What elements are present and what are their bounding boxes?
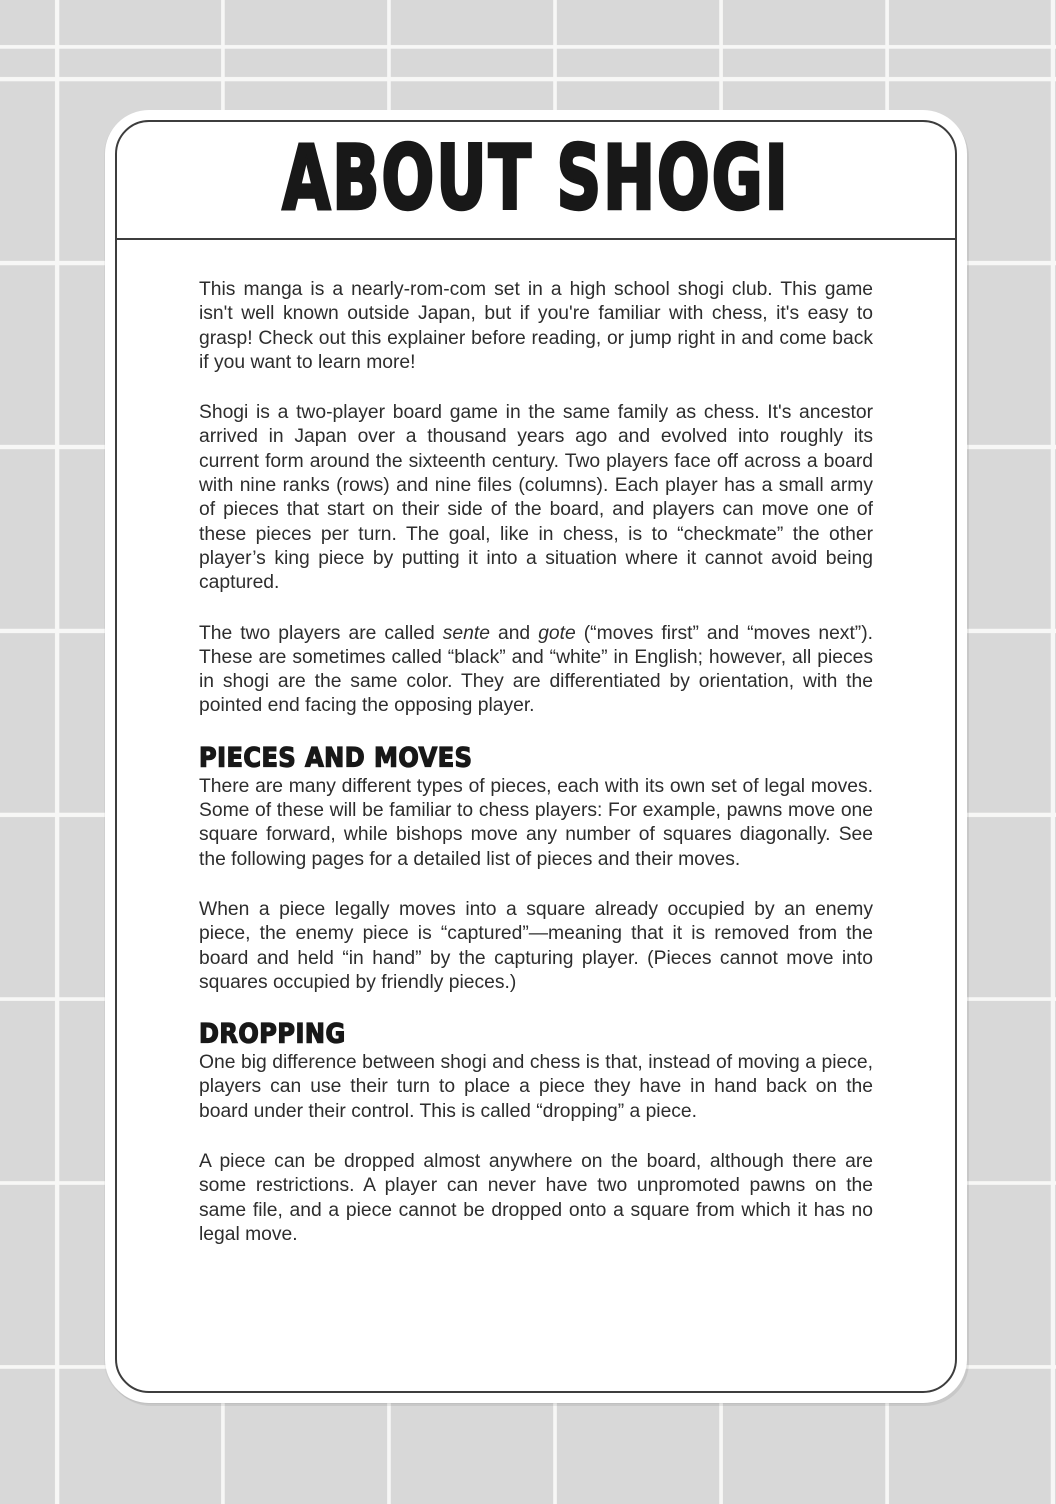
paragraph xyxy=(199,1150,873,1247)
paragraph xyxy=(199,1051,873,1124)
paragraph xyxy=(199,278,873,375)
paragraph xyxy=(199,898,873,995)
paragraph xyxy=(199,401,873,595)
title-bar xyxy=(117,122,955,238)
paragraph xyxy=(199,622,873,719)
text-run: (“moves first” and “moves next”). These are sometimes called “black” and “white” in English; however, all pieces in shogi are the same color. They are differentiated by orientation, with the pointed end facing the opposing player. xyxy=(199,622,873,717)
card-inner-border xyxy=(115,120,957,1393)
text-run: This manga is a nearly-rom-com set in a high school shogi club. This game isn't well known outside Japan, but if you're familiar with chess, it's easy to grasp! Check out this explainer before reading, or jump right in and come back if you want to learn more! xyxy=(199,279,873,373)
section-heading: PIECES AND MOVES xyxy=(199,741,473,773)
text-run: One big difference between shogi and chess is that, instead of moving a piece, players can use their turn to place a piece they have in hand back on the board under their control. This is called “dropping” a piece. xyxy=(199,1052,873,1122)
italic-term: gote xyxy=(538,622,576,644)
text-run: The two players are called xyxy=(199,622,443,644)
italic-term: sente xyxy=(442,622,490,644)
text-run: and xyxy=(489,622,539,644)
content-area xyxy=(117,240,955,1391)
text-run: There are many different types of pieces, each with its own set of legal moves. Some of these will be familiar to chess players: For example, pawns move one square forward, while bishops move any number of squares diagonally. See the following pages for a detailed list of pieces and their moves. xyxy=(199,775,873,870)
card xyxy=(105,110,967,1403)
paragraph xyxy=(199,775,873,872)
text-run: A piece can be dropped almost anywhere on the board, although there are some restrictions. A player can never have two unpromoted pawns on the same file, and a piece cannot be dropped onto a square from which it has no legal move. xyxy=(199,1151,873,1245)
section-heading: DROPPING xyxy=(199,1018,346,1050)
text-run: When a piece legally moves into a square already occupied by an enemy piece, the enemy piece is “captured”—meaning that it is removed from the board and held “in hand” by the capturing player. (Pieces cannot move into squares occupied by friendly pieces.) xyxy=(199,898,873,993)
text-run: Shogi is a two-player board game in the same family as chess. It's ancestor arrived in Japan over a thousand years ago and evolved into roughly its current form around the sixteenth century. Two players face off across a board with nine ranks (rows) and nine files (columns). Each player has a small army of pieces that start on their side of the board, and players can move one of these pieces per turn. The goal, like in chess, is to “checkmate” the other player’s king piece by putting it into a situation where it cannot avoid being captured. xyxy=(199,402,873,594)
page-title: ABOUT SHOGI xyxy=(282,125,790,230)
